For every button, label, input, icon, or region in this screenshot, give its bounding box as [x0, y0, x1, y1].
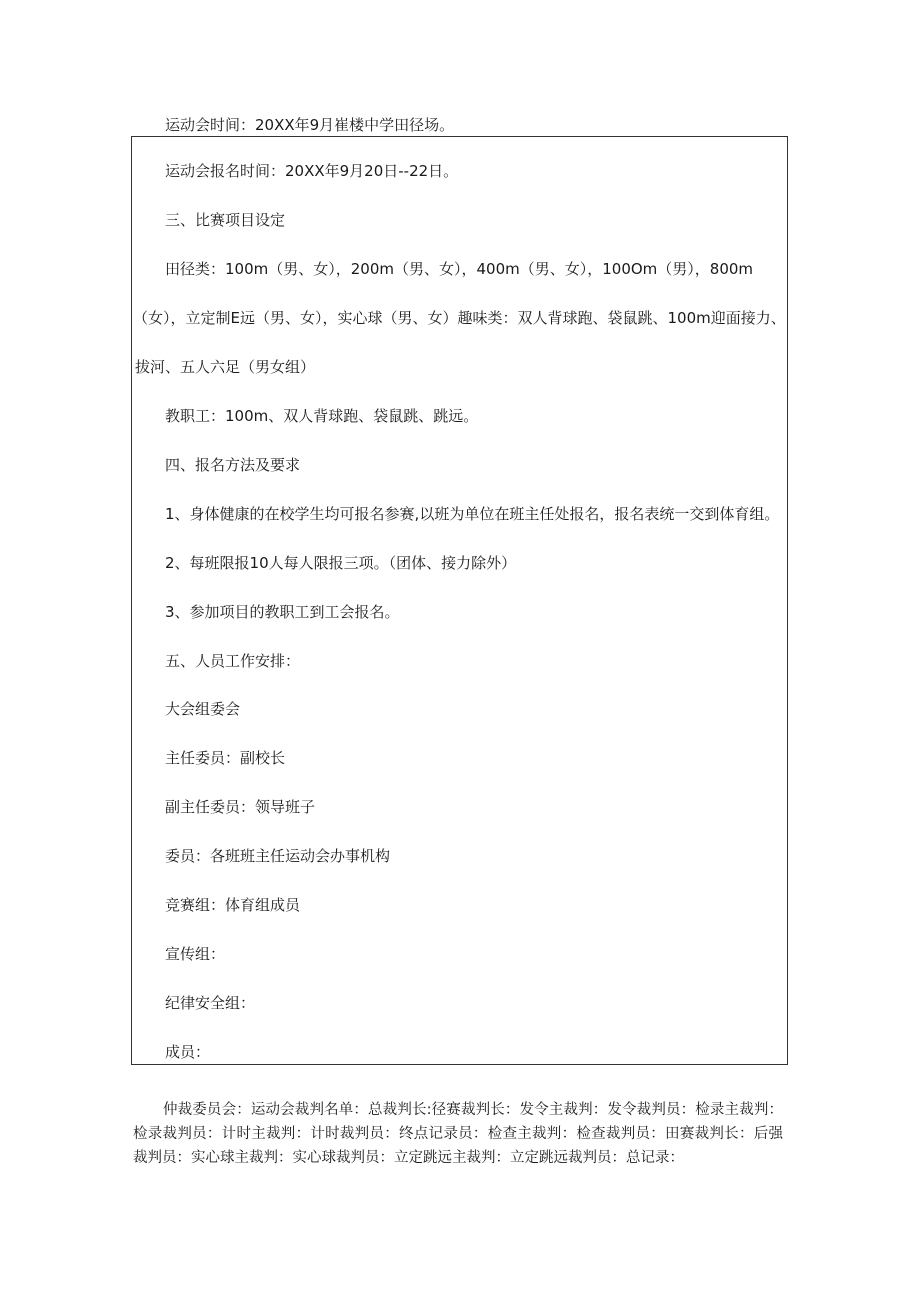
staff-events-line: 教职工：100m、双人背球跑、袋鼠跳、跳远。 — [165, 407, 479, 425]
requirement-3: 3、参加项目的教职工到工会报名。 — [165, 603, 400, 621]
publicity-group: 宣传组： — [165, 945, 226, 963]
security-group: 纪律安全组： — [165, 994, 256, 1012]
intro-line: 运动会时间：20XX年9月崔楼中学田径场。 — [165, 116, 455, 134]
chair-member: 主任委员：副校长 — [165, 749, 286, 767]
track-events-line-2: （女），立定制E远（男、女），实心球（男、女）趣味类：双人背球跑、袋鼠跳、100m迎面接力、 — [133, 309, 786, 327]
requirement-1: 1、身体健康的在校学生均可报名参赛,以班为单位在班主任处报名，报名表统一交到体育组。 — [165, 505, 780, 523]
section-3-heading: 三、比赛项目设定 — [165, 211, 286, 229]
organizing-committee: 大会组委会 — [165, 700, 241, 718]
track-events-line-3: 拔河、五人六足（男女组） — [135, 358, 316, 376]
referee-list-paragraph: 仲裁委员会：运动会裁判名单：总裁判长:径赛裁判长：发令主裁判：发令裁判员：检录主裁判：检录裁判员：计时主裁判：计时裁判员：终点记录员：检查主裁判：检查裁判员：田赛裁判长：后强裁判员：实心球主裁判：实心球裁判员：立定跳远主裁判：立定跳远裁判员：总记录： — [133, 1102, 783, 1166]
members-line: 成员： — [165, 1043, 211, 1061]
competition-group: 竞赛组：体育组成员 — [165, 896, 301, 914]
vice-chair-member: 副主任委员：领导班子 — [165, 798, 316, 816]
track-events-line-1: 田径类：100m（男、女），200m（男、女），400m（男、女），100Om（男），800m — [165, 260, 754, 278]
section-4-heading: 四、报名方法及要求 — [165, 456, 301, 474]
section-5-heading: 五、人员工作安排： — [165, 652, 301, 670]
committee-members: 委员：各班班主任运动会办事机构 — [165, 847, 391, 865]
registration-time-line: 运动会报名时间：20XX年9月20日--22日。 — [165, 162, 459, 180]
requirement-2: 2、每班限报10人每人限报三项。（团体、接力除外） — [165, 554, 517, 572]
